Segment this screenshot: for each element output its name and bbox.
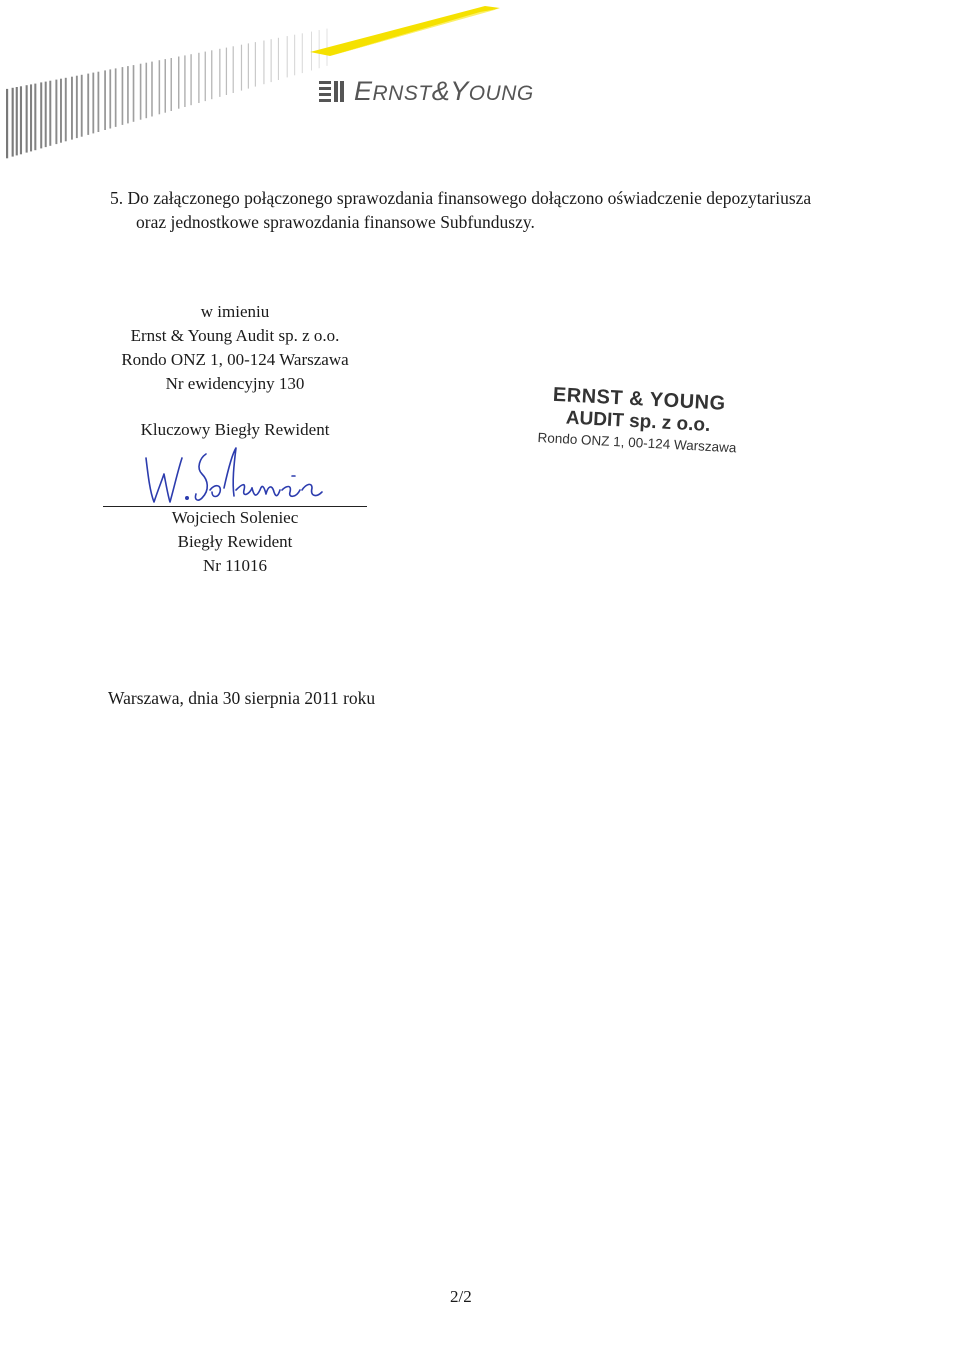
stamp-line-1: ERNST & YOUNG xyxy=(552,383,727,415)
stamp-line-3: Rondo ONZ 1, 00-124 Warszawa xyxy=(537,430,737,456)
barcode-bar xyxy=(34,84,36,151)
barcode-bar xyxy=(87,74,89,135)
barcode-bar xyxy=(146,63,148,118)
paragraph-line-1: 5. Do załączonego połączonego sprawozdania finansowego dołączono oświadczenie depozytariusza xyxy=(110,188,812,208)
signatory-number: Nr 11016 xyxy=(202,556,268,575)
barcode-bar xyxy=(263,41,264,85)
on-behalf-label: w imieniu xyxy=(200,302,270,321)
barcode-bar xyxy=(248,43,249,88)
barcode-bar xyxy=(122,67,124,125)
barcode-bar xyxy=(159,60,161,114)
barcode-bar xyxy=(198,53,199,103)
barcode-bar xyxy=(60,79,62,143)
barcode-bar xyxy=(211,50,212,99)
barcode-bar xyxy=(71,77,73,140)
on-behalf-block xyxy=(95,300,375,442)
barcode-bar xyxy=(233,46,234,93)
barcode-bar xyxy=(271,39,272,82)
page-number: 2/2 xyxy=(450,1287,472,1306)
key-auditor-role: Kluczowy Biegły Rewident xyxy=(140,420,330,439)
barcode-bar xyxy=(98,72,100,132)
barcode-bar xyxy=(205,52,206,102)
barcode-bar xyxy=(115,68,117,127)
barcode-bar xyxy=(178,57,179,109)
barcode-bar xyxy=(226,48,227,95)
barcode-bar xyxy=(140,64,142,120)
barcode-bar xyxy=(40,82,42,148)
barcode-bar xyxy=(219,49,220,97)
barcode-bar xyxy=(30,84,32,151)
barcode-bar xyxy=(45,82,47,148)
ernst-young-logo-icon xyxy=(318,78,348,104)
barcode-bar xyxy=(255,42,256,87)
signatory-block xyxy=(95,506,375,578)
barcode-bar xyxy=(190,54,191,105)
barcode-bar xyxy=(6,89,8,158)
stamp-line-2: AUDIT sp. z o.o. xyxy=(565,407,711,437)
barcode-bar xyxy=(109,69,111,128)
barcode-bar xyxy=(49,81,51,146)
signatory-title: Biegły Rewident xyxy=(177,532,293,551)
barcode-bar xyxy=(76,76,78,138)
barcode-bar xyxy=(12,88,14,157)
barcode-bar xyxy=(165,59,167,113)
paragraph-line-2: oraz jednostkowe sprawozdania finansowe Subfunduszy. xyxy=(136,212,535,232)
barcode-bar xyxy=(171,58,172,111)
firm-name: Ernst & Young Audit sp. z o.o. xyxy=(130,326,340,345)
ernst-young-logo-text: ERNST&YOUNG xyxy=(354,76,534,106)
header-barcode-graphic xyxy=(0,0,340,170)
barcode-bar xyxy=(151,62,153,117)
barcode-bar xyxy=(65,78,67,142)
barcode-bar xyxy=(26,85,28,152)
barcode-bar xyxy=(133,65,135,122)
barcode-bar xyxy=(104,70,106,130)
barcode-bar xyxy=(294,35,295,76)
barcode-bar xyxy=(81,75,83,137)
place-and-date: Warszawa, dnia 30 sierpnia 2011 roku xyxy=(108,688,376,708)
company-stamp xyxy=(515,382,759,484)
signatory-name: Wojciech Soleniec xyxy=(171,508,299,527)
barcode-bar xyxy=(241,45,242,91)
barcode-bar xyxy=(20,86,22,154)
barcode-bar xyxy=(278,38,279,80)
barcode-bar xyxy=(92,73,94,134)
barcode-bar xyxy=(55,80,57,145)
barcode-bar xyxy=(16,87,18,155)
barcode-bar xyxy=(184,55,185,107)
firm-address: Rondo ONZ 1, 00-124 Warszawa xyxy=(121,350,349,369)
handwritten-signature xyxy=(140,440,340,510)
header-yellow-beam xyxy=(300,0,500,60)
barcode-bar xyxy=(287,36,288,77)
barcode-bar xyxy=(127,66,129,123)
registry-number: Nr ewidencyjny 130 xyxy=(165,374,305,393)
